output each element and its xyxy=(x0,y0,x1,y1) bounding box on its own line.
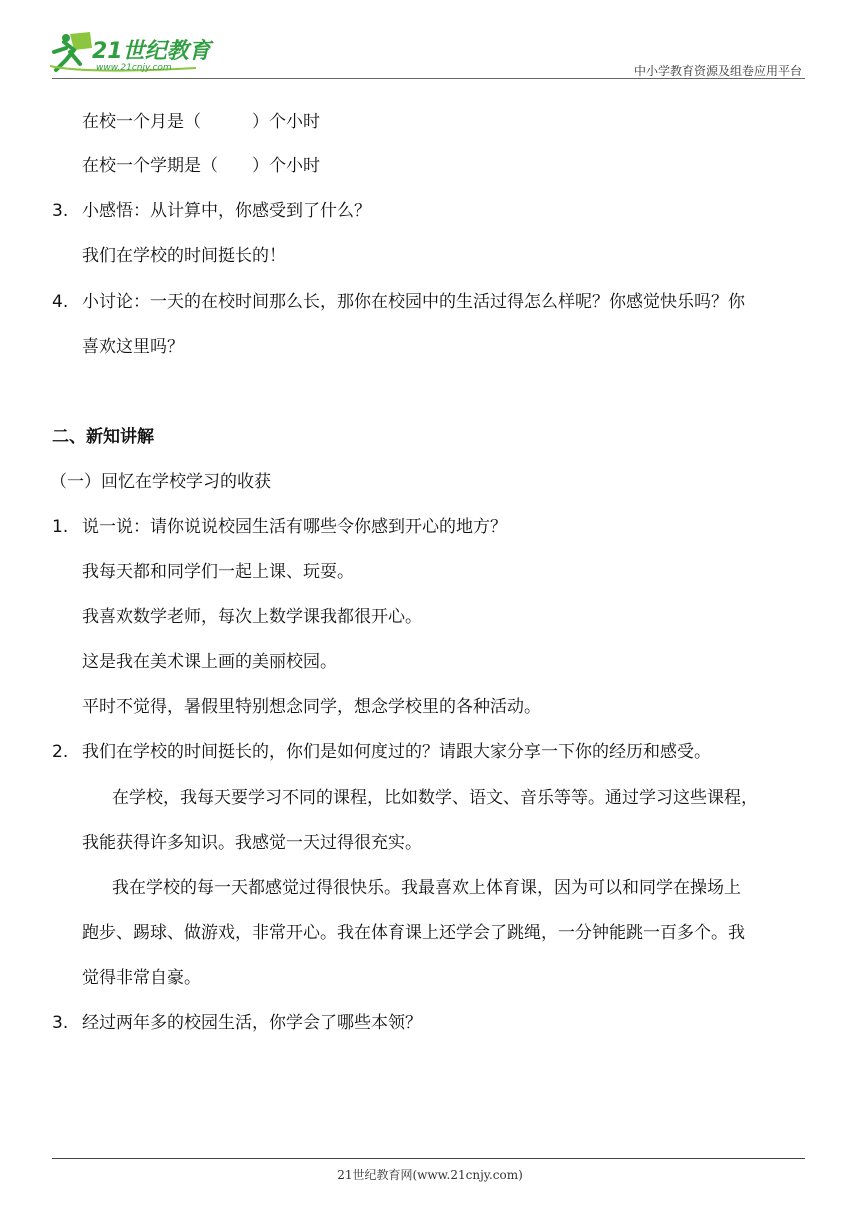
text-line: 喜欢这里吗？ xyxy=(82,337,184,357)
header-divider xyxy=(52,78,805,79)
text-line: 我喜欢数学老师，每次上数学课我都很开心。 xyxy=(82,607,422,627)
logo-text: 21世纪教育 xyxy=(92,39,211,64)
text-line: 我在学校的每一天都感觉过得很快乐。我最喜欢上体育课，因为可以和同学在操场上 xyxy=(112,878,741,898)
item-text: 说一说：请你说说校园生活有哪些令你感到开心的地方？ xyxy=(82,517,507,537)
text-line: 我能获得许多知识。我感觉一天过得很充实。 xyxy=(82,833,422,853)
section-heading: 二、新知讲解 xyxy=(52,427,154,447)
text-line: 在校一个月是（ ）个小时 xyxy=(82,112,320,132)
footer-divider xyxy=(52,1158,805,1159)
item-number: 2. xyxy=(52,742,69,762)
logo-url: www.21cnjy.com xyxy=(96,63,172,73)
item-number: 1. xyxy=(52,517,69,537)
item-text: 小讨论：一天的在校时间那么长，那你在校园中的生活过得怎么样呢？你感觉快乐吗？你 xyxy=(82,292,745,312)
text-line: 我们在学校的时间挺长的！ xyxy=(82,246,286,266)
item-number: 3. xyxy=(52,1013,69,1033)
item-text: 经过两年多的校园生活，你学会了哪些本领？ xyxy=(82,1013,422,1033)
text-line: 在校一个学期是（ ）个小时 xyxy=(82,156,320,176)
text-line: 平时不觉得，暑假里特别想念同学，想念学校里的各种活动。 xyxy=(82,697,541,717)
text-line: 我每天都和同学们一起上课、玩耍。 xyxy=(82,562,354,582)
item-number: 3. xyxy=(52,201,69,221)
text-line: 这是我在美术课上画的美丽校园。 xyxy=(82,652,337,672)
item-text: 小感悟：从计算中，你感受到了什么？ xyxy=(82,201,371,221)
text-line: 在学校，我每天要学习不同的课程，比如数学、语文、音乐等等。通过学习这些课程， xyxy=(112,788,758,808)
item-text: 我们在学校的时间挺长的，你们是如何度过的？请跟大家分享一下你的经历和感受。 xyxy=(82,742,711,762)
21cnjy-logo xyxy=(46,26,236,76)
platform-name: 中小学教育资源及组卷应用平台 xyxy=(633,64,802,78)
page-header xyxy=(0,0,860,80)
text-line: 觉得非常自豪。 xyxy=(82,968,201,988)
text-line: 跑步、踢球、做游戏，非常开心。我在体育课上还学会了跳绳，一分钟能跳一百多个。我 xyxy=(82,923,745,943)
sub-heading: （一）回忆在学校学习的收获 xyxy=(50,472,271,492)
page-footer: 21世纪教育网(www.21cnjy.com) xyxy=(337,1168,523,1182)
item-number: 4. xyxy=(52,292,69,312)
